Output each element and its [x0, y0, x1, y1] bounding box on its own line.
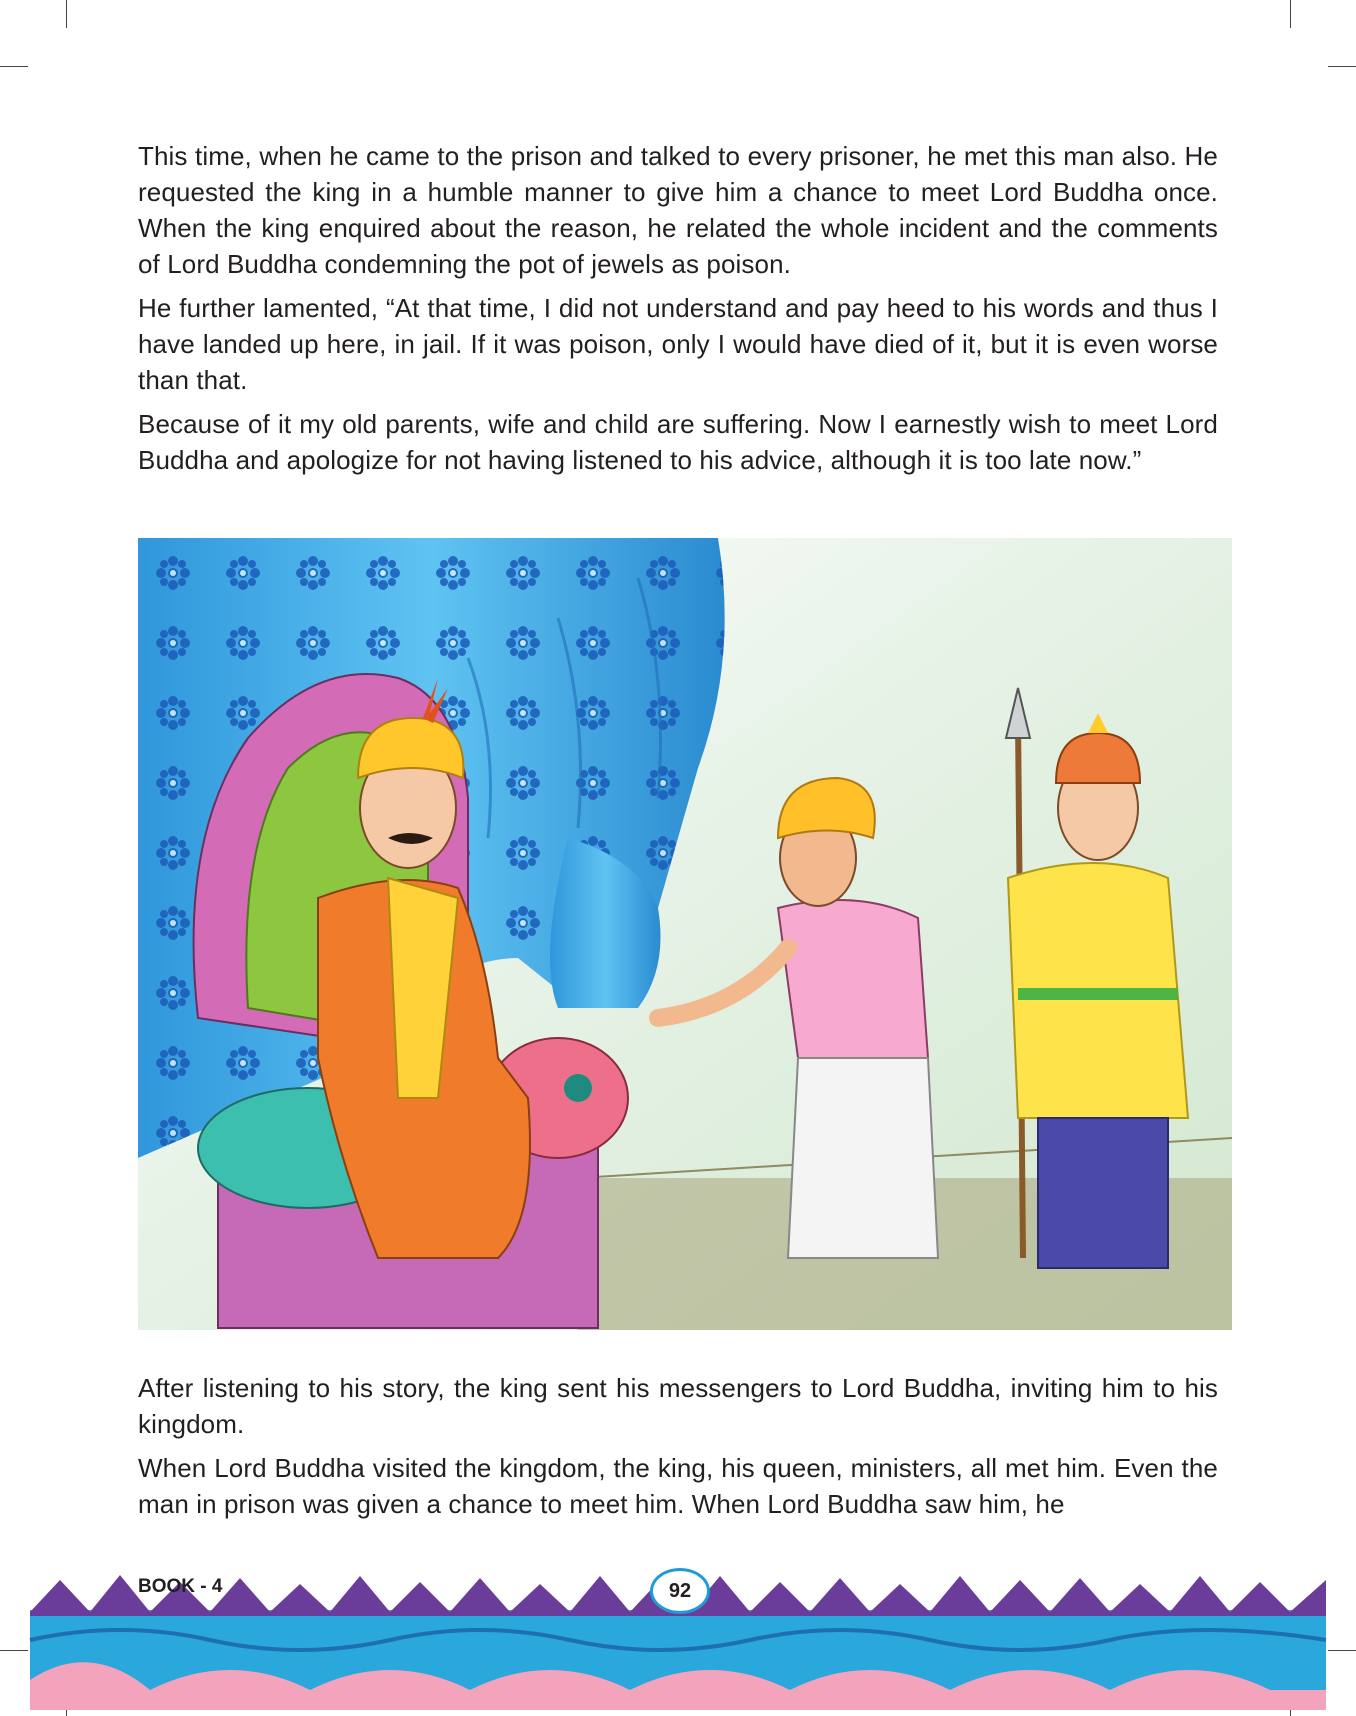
crop-mark-top-right-h: [1328, 66, 1356, 67]
paragraph-2: He further lamented, “At that time, I did not understand and pay heed to his words and thus I have landed up here, in jail. If it was poison, only I would have died of it, but it is even worse than that.: [138, 293, 1218, 395]
crop-mark-top-left-h: [0, 66, 28, 67]
paragraph-4: After listening to his story, the king sent his messengers to Lord Buddha, inviting him to his kingdom.: [138, 1373, 1218, 1439]
crop-mark-top-right-v: [1290, 0, 1291, 28]
footer-decoration: [0, 1540, 1356, 1716]
paragraph-3: Because of it my old parents, wife and child are suffering. Now I earnestly wish to meet Lord Buddha and apologize for not having listened to his advice, although it is too late now.”: [138, 409, 1218, 475]
top-text-block: [138, 138, 1218, 486]
page-number: 92: [650, 1568, 710, 1614]
guard-pants: [1038, 1118, 1168, 1268]
book-label: BOOK - 4: [138, 1576, 223, 1597]
paragraph-1: This time, when he came to the prison and talked to every prisoner, he met this man also. He requested the king in a humble manner to give him a chance to meet Lord Buddha once. When the king enquired about the reason, he related the whole incident and the comments of Lord Buddha condemning the pot of jewels as poison.: [138, 141, 1218, 279]
prisoner-shirt: [778, 900, 928, 1068]
paragraph-5: When Lord Buddha visited the kingdom, the king, his queen, ministers, all met him. Even the man in prison was given a chance to meet him. When Lord Buddha saw him, he: [138, 1453, 1218, 1519]
bottom-text-block: [138, 1370, 1218, 1530]
story-illustration: [138, 538, 1232, 1330]
prisoner-dhoti: [788, 1058, 938, 1258]
crop-mark-top-left-v: [66, 0, 67, 28]
guard-belt: [1018, 988, 1178, 1000]
throne-knob-right: [564, 1074, 592, 1102]
